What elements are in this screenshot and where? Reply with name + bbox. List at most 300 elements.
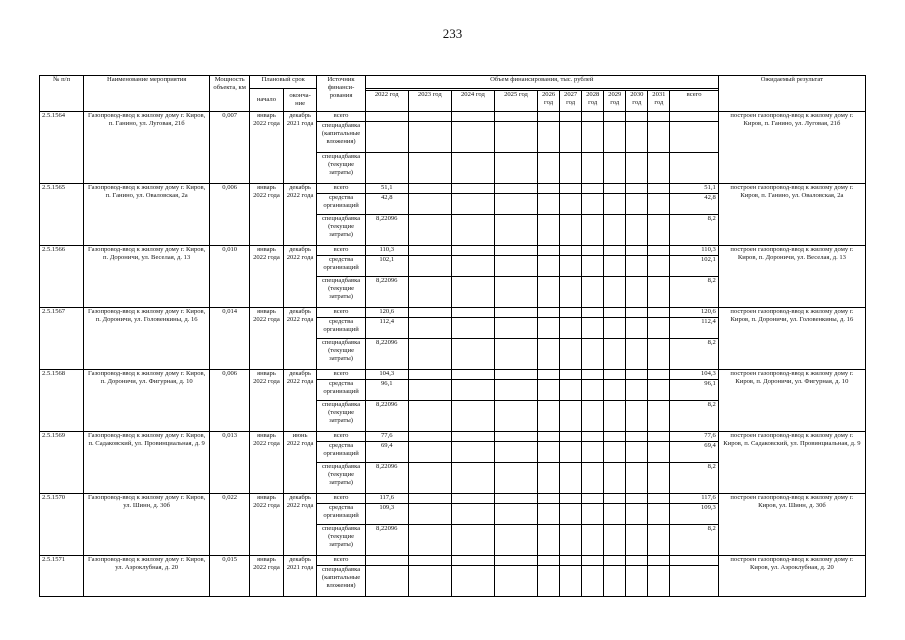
- source-label: спецнадбавка (текущие затраты): [317, 463, 365, 494]
- value-empty: [604, 401, 626, 432]
- value-empty: [582, 556, 604, 566]
- value-empty: [494, 432, 537, 442]
- value-empty: [560, 277, 582, 308]
- table-row: [40, 494, 866, 504]
- row-number: 2.5.1571: [40, 556, 84, 597]
- source-label: средства организаций: [317, 318, 365, 339]
- row-number: 2.5.1568: [40, 370, 84, 432]
- value-empty: [582, 308, 604, 318]
- value-empty: [582, 339, 604, 370]
- value-2022: 8,22096: [365, 463, 408, 494]
- row-capacity: 0,006: [210, 184, 250, 246]
- table-body: [40, 112, 866, 597]
- value-2022: [365, 122, 408, 153]
- value-empty: [408, 122, 451, 153]
- value-total: 109,3: [670, 504, 718, 525]
- value-empty: [604, 308, 626, 318]
- row-capacity: 0,006: [210, 370, 250, 432]
- value-empty: [626, 370, 648, 380]
- value-empty: [604, 494, 626, 504]
- value-empty: [560, 504, 582, 525]
- value-empty: [648, 556, 670, 566]
- value-empty: [604, 184, 626, 194]
- value-2022: 120,6: [365, 308, 408, 318]
- value-empty: [538, 308, 560, 318]
- value-empty: [648, 442, 670, 463]
- value-empty: [648, 504, 670, 525]
- value-total: 104,3: [670, 370, 718, 380]
- value-empty: [626, 318, 648, 339]
- value-empty: [451, 112, 494, 122]
- value-empty: [604, 463, 626, 494]
- value-empty: [408, 504, 451, 525]
- source-label: спецнадбавка (текущие затраты): [317, 153, 365, 184]
- row-result: построен газопровод-ввод к жилому дому г. Киров, п. Дороничи, ул. Веселая, д. 13: [718, 246, 865, 308]
- value-empty: [408, 525, 451, 556]
- value-total: 96,1: [670, 380, 718, 401]
- row-start: январь 2022 года: [250, 308, 284, 370]
- value-empty: [560, 494, 582, 504]
- value-empty: [648, 339, 670, 370]
- value-total: 8,2: [670, 401, 718, 432]
- source-label: средства организаций: [317, 256, 365, 277]
- value-2022: 8,22096: [365, 277, 408, 308]
- value-empty: [582, 566, 604, 597]
- header-result: Ожидаемый результат: [718, 76, 865, 112]
- row-capacity: 0,014: [210, 308, 250, 370]
- value-empty: [408, 463, 451, 494]
- value-empty: [560, 308, 582, 318]
- value-2022: 110,3: [365, 246, 408, 256]
- value-empty: [604, 153, 626, 184]
- value-empty: [604, 556, 626, 566]
- row-name: Газопровод-ввод к жилому дому г. Киров, п. Ганино, ул. Луговая, 21б: [84, 112, 210, 184]
- value-empty: [408, 401, 451, 432]
- value-empty: [626, 556, 648, 566]
- header-term-end: оконча-ние: [283, 89, 317, 112]
- value-empty: [408, 566, 451, 597]
- value-empty: [494, 246, 537, 256]
- value-empty: [494, 525, 537, 556]
- value-empty: [648, 308, 670, 318]
- value-empty: [604, 370, 626, 380]
- value-empty: [494, 566, 537, 597]
- value-empty: [408, 215, 451, 246]
- value-empty: [626, 122, 648, 153]
- value-2022: 8,22096: [365, 401, 408, 432]
- source-label: всего: [317, 184, 365, 194]
- value-empty: [604, 256, 626, 277]
- value-empty: [494, 556, 537, 566]
- value-empty: [451, 401, 494, 432]
- value-empty: [582, 122, 604, 153]
- value-empty: [538, 504, 560, 525]
- table-header: [40, 76, 866, 112]
- value-empty: [451, 122, 494, 153]
- value-empty: [648, 318, 670, 339]
- value-empty: [560, 153, 582, 184]
- value-empty: [451, 463, 494, 494]
- row-name: Газопровод-ввод к жилому дому г. Киров, п. Дороничи, ул. Фигурная, д. 10: [84, 370, 210, 432]
- row-start: январь 2022 года: [250, 370, 284, 432]
- value-empty: [626, 401, 648, 432]
- value-empty: [451, 504, 494, 525]
- source-label: спецнадбавка (текущие затраты): [317, 525, 365, 556]
- header-year: 2025 год: [494, 91, 537, 112]
- source-label: средства организаций: [317, 442, 365, 463]
- value-empty: [626, 504, 648, 525]
- value-empty: [451, 556, 494, 566]
- value-total: 77,6: [670, 432, 718, 442]
- value-empty: [538, 122, 560, 153]
- row-name: Газопровод-ввод к жилому дому г. Киров, п. Дороничи, ул. Головенкины, д. 16: [84, 308, 210, 370]
- value-empty: [538, 256, 560, 277]
- value-empty: [538, 246, 560, 256]
- table-row: [40, 556, 866, 566]
- value-empty: [582, 525, 604, 556]
- value-empty: [604, 112, 626, 122]
- value-empty: [538, 277, 560, 308]
- value-empty: [648, 194, 670, 215]
- value-total: 42,8: [670, 194, 718, 215]
- value-empty: [560, 370, 582, 380]
- value-empty: [538, 380, 560, 401]
- value-empty: [648, 246, 670, 256]
- value-empty: [626, 339, 648, 370]
- source-label: всего: [317, 308, 365, 318]
- row-capacity: 0,022: [210, 494, 250, 556]
- value-empty: [560, 380, 582, 401]
- value-empty: [604, 194, 626, 215]
- row-start: январь 2022 года: [250, 112, 284, 184]
- value-empty: [604, 442, 626, 463]
- row-start: январь 2022 года: [250, 184, 284, 246]
- value-2022: 96,1: [365, 380, 408, 401]
- value-empty: [626, 194, 648, 215]
- value-empty: [494, 308, 537, 318]
- value-total: 117,6: [670, 494, 718, 504]
- value-empty: [494, 442, 537, 463]
- value-empty: [451, 277, 494, 308]
- value-empty: [538, 525, 560, 556]
- source-label: спецнадбавка (текущие затраты): [317, 339, 365, 370]
- row-end: декабрь 2021 года: [283, 112, 317, 184]
- value-empty: [648, 184, 670, 194]
- value-empty: [648, 256, 670, 277]
- value-total: [670, 566, 718, 597]
- header-num: № п/п: [40, 76, 84, 112]
- value-empty: [451, 339, 494, 370]
- row-end: июнь 2022 года: [283, 432, 317, 494]
- value-empty: [538, 463, 560, 494]
- row-number: 2.5.1567: [40, 308, 84, 370]
- value-empty: [538, 318, 560, 339]
- value-empty: [451, 494, 494, 504]
- value-empty: [538, 556, 560, 566]
- header-year: 2026 год: [538, 91, 560, 112]
- value-empty: [604, 525, 626, 556]
- value-empty: [538, 442, 560, 463]
- value-2022: 109,3: [365, 504, 408, 525]
- value-empty: [560, 122, 582, 153]
- value-empty: [538, 153, 560, 184]
- value-empty: [648, 463, 670, 494]
- header-year: 2023 год: [408, 91, 451, 112]
- value-empty: [648, 494, 670, 504]
- row-end: декабрь 2022 года: [283, 184, 317, 246]
- value-empty: [538, 194, 560, 215]
- value-total: 8,2: [670, 277, 718, 308]
- value-empty: [538, 184, 560, 194]
- value-empty: [538, 370, 560, 380]
- value-empty: [604, 432, 626, 442]
- value-empty: [494, 380, 537, 401]
- value-empty: [408, 339, 451, 370]
- value-empty: [538, 339, 560, 370]
- value-total: 51,1: [670, 184, 718, 194]
- value-empty: [408, 112, 451, 122]
- row-result: построен газопровод-ввод к жилому дому г. Киров, п. Садаковский, ул. Провинциальная, д. 9: [718, 432, 865, 494]
- row-name: Газопровод-ввод к жилому дому г. Киров, п. Дороничи, ул. Веселая, д. 13: [84, 246, 210, 308]
- value-empty: [648, 432, 670, 442]
- value-empty: [560, 556, 582, 566]
- row-number: 2.5.1570: [40, 494, 84, 556]
- value-2022: 8,22096: [365, 215, 408, 246]
- value-2022: 8,22096: [365, 339, 408, 370]
- value-empty: [604, 277, 626, 308]
- value-2022: [365, 566, 408, 597]
- financing-table: [39, 75, 866, 597]
- row-number: 2.5.1564: [40, 112, 84, 184]
- value-empty: [560, 215, 582, 246]
- source-label: спецнадбавка (текущие затраты): [317, 277, 365, 308]
- value-empty: [451, 370, 494, 380]
- value-empty: [560, 463, 582, 494]
- header-term: Плановый срок: [250, 76, 317, 89]
- value-empty: [451, 194, 494, 215]
- value-empty: [408, 277, 451, 308]
- value-empty: [451, 318, 494, 339]
- value-empty: [408, 308, 451, 318]
- value-empty: [494, 494, 537, 504]
- value-empty: [626, 246, 648, 256]
- value-empty: [626, 494, 648, 504]
- page-number: 233: [442, 26, 463, 41]
- row-end: декабрь 2022 года: [283, 308, 317, 370]
- value-empty: [626, 215, 648, 246]
- table-row: [40, 246, 866, 256]
- value-empty: [626, 277, 648, 308]
- value-empty: [648, 525, 670, 556]
- value-empty: [626, 463, 648, 494]
- value-empty: [560, 442, 582, 463]
- value-total: 110,3: [670, 246, 718, 256]
- value-empty: [582, 194, 604, 215]
- value-empty: [538, 112, 560, 122]
- row-number: 2.5.1565: [40, 184, 84, 246]
- value-empty: [582, 256, 604, 277]
- value-empty: [604, 339, 626, 370]
- value-empty: [582, 318, 604, 339]
- value-2022: 69,4: [365, 442, 408, 463]
- value-empty: [648, 277, 670, 308]
- value-empty: [494, 463, 537, 494]
- value-empty: [494, 112, 537, 122]
- value-empty: [582, 246, 604, 256]
- value-empty: [408, 318, 451, 339]
- value-empty: [604, 215, 626, 246]
- row-number: 2.5.1566: [40, 246, 84, 308]
- value-empty: [494, 256, 537, 277]
- value-empty: [626, 380, 648, 401]
- source-label: средства организаций: [317, 380, 365, 401]
- row-result: построен газопровод-ввод к жилому дому г. Киров, п. Ганино, ул. Луговая, 21б: [718, 112, 865, 184]
- value-empty: [560, 318, 582, 339]
- row-result: построен газопровод-ввод к жилому дому г. Киров, п. Дороничи, ул. Головенкины, д. 16: [718, 308, 865, 370]
- header-total: всего: [670, 91, 718, 112]
- header-year: 2030 год: [626, 91, 648, 112]
- value-empty: [451, 380, 494, 401]
- table-row: [40, 308, 866, 318]
- value-empty: [582, 153, 604, 184]
- value-empty: [560, 432, 582, 442]
- value-2022: 104,3: [365, 370, 408, 380]
- row-name: Газопровод-ввод к жилому дому г. Киров, ул. Аэроклубная, д. 20: [84, 556, 210, 597]
- value-empty: [582, 432, 604, 442]
- value-empty: [451, 184, 494, 194]
- value-total: 112,4: [670, 318, 718, 339]
- value-empty: [582, 494, 604, 504]
- value-empty: [408, 494, 451, 504]
- source-label: средства организаций: [317, 504, 365, 525]
- value-empty: [560, 525, 582, 556]
- value-empty: [626, 442, 648, 463]
- value-empty: [494, 339, 537, 370]
- value-empty: [626, 153, 648, 184]
- value-2022: 102,1: [365, 256, 408, 277]
- value-empty: [560, 256, 582, 277]
- source-label: всего: [317, 556, 365, 566]
- header-name: Наименование мероприятия: [84, 76, 210, 112]
- row-capacity: 0,007: [210, 112, 250, 184]
- value-empty: [451, 153, 494, 184]
- value-empty: [582, 215, 604, 246]
- header-volume: Объем финансирования, тыс. рублей: [365, 76, 718, 89]
- row-capacity: 0,010: [210, 246, 250, 308]
- table-row: [40, 370, 866, 380]
- row-name: Газопровод-ввод к жилому дому г. Киров, п. Садаковский, ул. Провинциальная, д. 9: [84, 432, 210, 494]
- value-2022: 117,6: [365, 494, 408, 504]
- value-empty: [408, 370, 451, 380]
- value-empty: [494, 401, 537, 432]
- value-empty: [582, 442, 604, 463]
- value-empty: [494, 122, 537, 153]
- value-2022: [365, 556, 408, 566]
- value-empty: [582, 277, 604, 308]
- value-empty: [538, 401, 560, 432]
- header-year: 2031 год: [648, 91, 670, 112]
- value-empty: [538, 215, 560, 246]
- value-empty: [626, 256, 648, 277]
- value-empty: [648, 370, 670, 380]
- value-total: [670, 112, 718, 122]
- value-empty: [648, 112, 670, 122]
- value-empty: [604, 122, 626, 153]
- value-empty: [626, 525, 648, 556]
- value-empty: [408, 380, 451, 401]
- value-empty: [604, 246, 626, 256]
- value-empty: [494, 194, 537, 215]
- row-result: построен газопровод-ввод к жилому дому г. Киров, ул. Аэроклубная, д. 20: [718, 556, 865, 597]
- value-total: 102,1: [670, 256, 718, 277]
- value-empty: [582, 112, 604, 122]
- value-total: 69,4: [670, 442, 718, 463]
- row-end: декабрь 2022 года: [283, 494, 317, 556]
- value-empty: [604, 566, 626, 597]
- value-empty: [538, 566, 560, 597]
- value-empty: [408, 184, 451, 194]
- value-empty: [494, 370, 537, 380]
- value-total: [670, 556, 718, 566]
- row-result: построен газопровод-ввод к жилому дому г. Киров, п. Ганино, ул. Оваловская, 2а: [718, 184, 865, 246]
- value-empty: [408, 442, 451, 463]
- value-empty: [494, 504, 537, 525]
- value-empty: [560, 339, 582, 370]
- value-empty: [582, 380, 604, 401]
- value-2022: 8,22096: [365, 525, 408, 556]
- row-end: декабрь 2021 года: [283, 556, 317, 597]
- value-empty: [626, 112, 648, 122]
- value-empty: [408, 153, 451, 184]
- source-label: всего: [317, 494, 365, 504]
- value-2022: 51,1: [365, 184, 408, 194]
- value-empty: [582, 184, 604, 194]
- header-year: 2029 год: [604, 91, 626, 112]
- value-empty: [648, 122, 670, 153]
- value-empty: [494, 277, 537, 308]
- header-year: 2028 год: [582, 91, 604, 112]
- value-empty: [451, 246, 494, 256]
- value-empty: [626, 184, 648, 194]
- value-empty: [560, 246, 582, 256]
- value-empty: [408, 556, 451, 566]
- value-empty: [408, 246, 451, 256]
- value-total: [670, 122, 718, 153]
- source-label: средства организаций: [317, 194, 365, 215]
- value-empty: [451, 432, 494, 442]
- value-2022: 112,4: [365, 318, 408, 339]
- value-empty: [582, 463, 604, 494]
- row-start: январь 2022 года: [250, 432, 284, 494]
- source-label: спецнадбавка (капитальные вложения): [317, 122, 365, 153]
- row-end: декабрь 2022 года: [283, 370, 317, 432]
- row-capacity: 0,013: [210, 432, 250, 494]
- row-name: Газопровод-ввод к жилому дому г. Киров, ул. Шинн, д. 30б: [84, 494, 210, 556]
- row-result: построен газопровод-ввод к жилому дому г. Киров, ул. Шинн, д. 30б: [718, 494, 865, 556]
- source-label: всего: [317, 370, 365, 380]
- row-result: построен газопровод-ввод к жилому дому г. Киров, п. Дороничи, ул. Фигурная, д. 10: [718, 370, 865, 432]
- value-empty: [408, 194, 451, 215]
- value-total: [670, 153, 718, 184]
- value-empty: [648, 215, 670, 246]
- value-empty: [582, 401, 604, 432]
- value-empty: [538, 432, 560, 442]
- value-empty: [626, 432, 648, 442]
- value-total: 120,6: [670, 308, 718, 318]
- header-capacity: Мощность объекта, км: [210, 76, 250, 112]
- row-capacity: 0,015: [210, 556, 250, 597]
- value-total: 8,2: [670, 215, 718, 246]
